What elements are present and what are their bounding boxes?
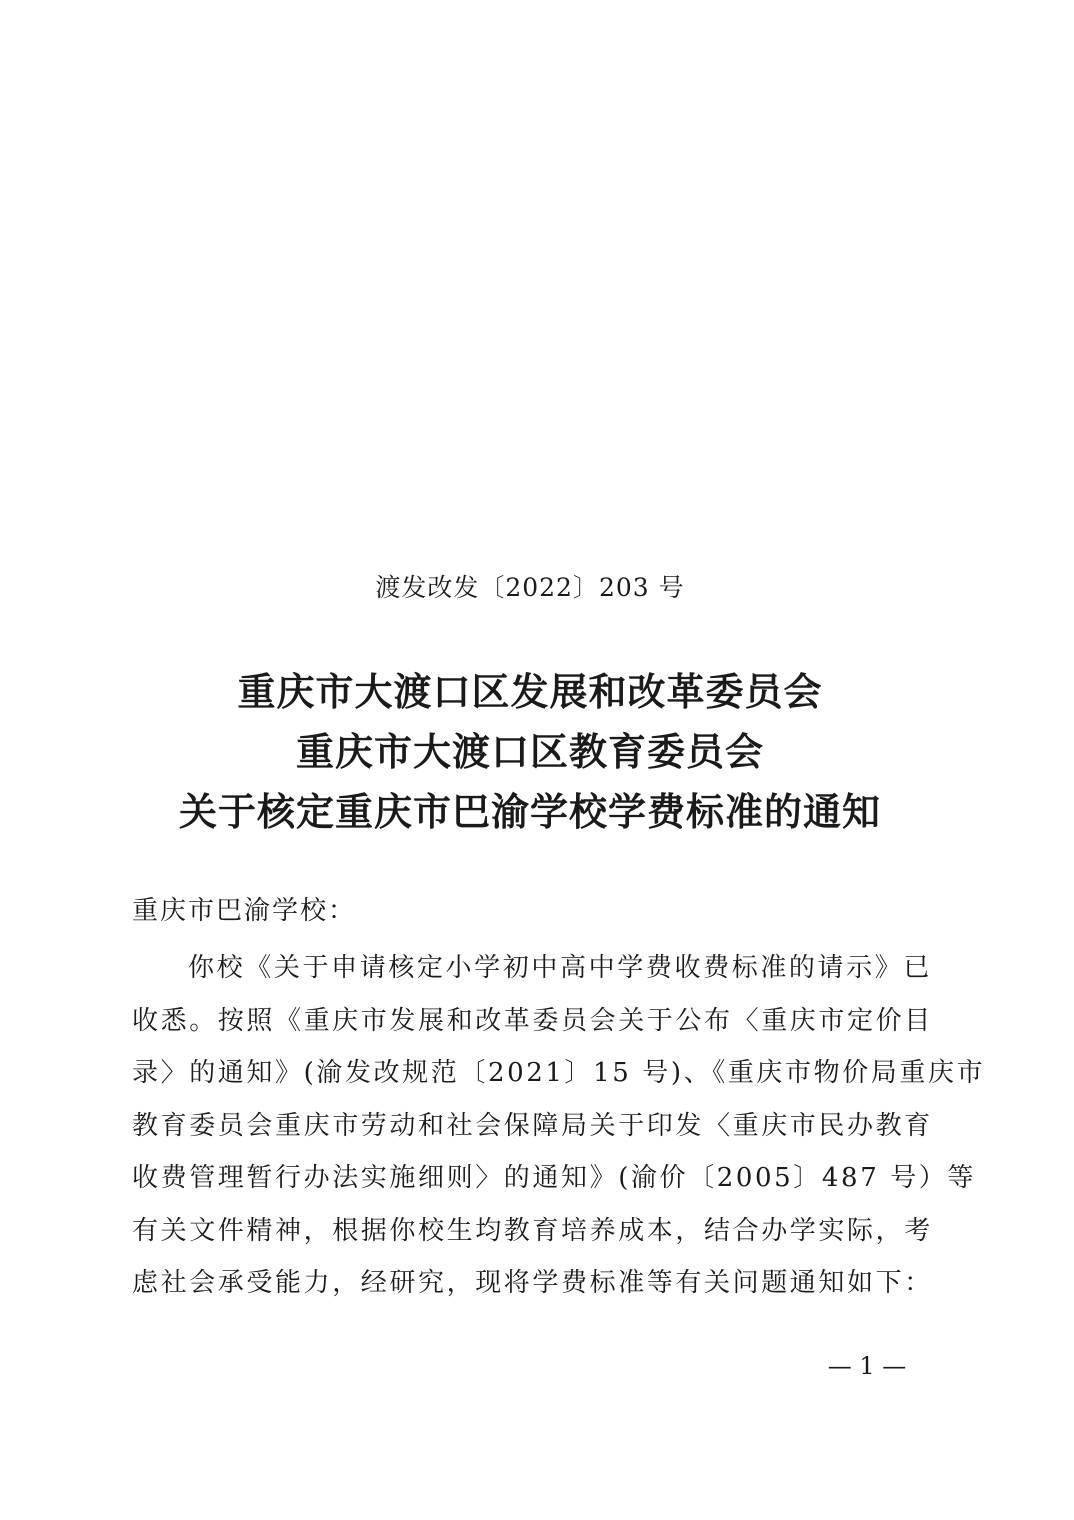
body-line: 教育委员会重庆市劳动和社会保障局关于印发〈重庆市民办教育 bbox=[132, 1110, 933, 1141]
addressee: 重庆市巴渝学校： bbox=[132, 896, 357, 926]
body-line: 收费管理暂行办法实施细则〉的通知》(渝价〔2005〕487 号）等 bbox=[132, 1163, 977, 1193]
document-title bbox=[0, 662, 1060, 842]
title-line-subject: 关于核定重庆市巴渝学校学费标准的通知 bbox=[178, 790, 881, 834]
title-line-issuer-2: 重庆市大渡口区教育委员会 bbox=[295, 730, 764, 774]
body-line: 有关文件精神，根据你校生均教育培养成本，结合办学实际，考 bbox=[132, 1215, 933, 1246]
body-line: 收悉。按照《重庆市发展和改革委员会关于公布〈重庆市定价目 bbox=[132, 1005, 933, 1036]
document-number: 渡发改发〔2022〕203 号 bbox=[375, 573, 685, 602]
body-line: 你校《关于申请核定小学初中高中学费收费标准的请示》已 bbox=[188, 953, 932, 983]
title-line-issuer-1: 重庆市大渡口区发展和改革委员会 bbox=[237, 670, 823, 714]
body-paragraph bbox=[132, 942, 986, 1310]
body-line: 录〉的通知》(渝发改规范〔2021〕15 号)、《重庆市物价局重庆市 bbox=[132, 1058, 986, 1088]
page-number: — 1 — bbox=[827, 1352, 907, 1380]
body-line: 虑社会承受能力，经研究，现将学费标准等有关问题通知如下： bbox=[132, 1268, 933, 1298]
